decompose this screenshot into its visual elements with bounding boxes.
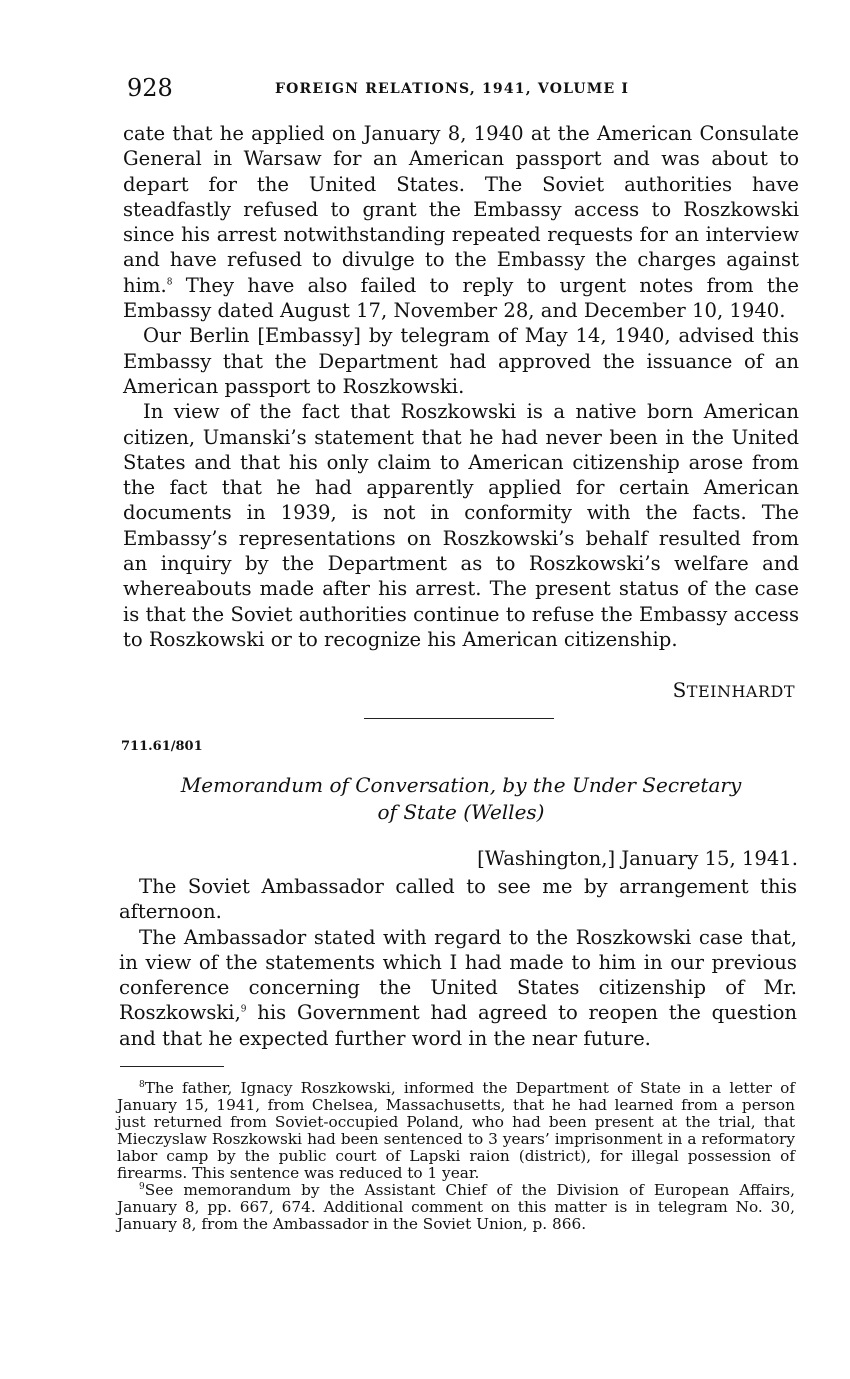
- footnote: [117, 1080, 795, 1182]
- footnote-ref: 8: [166, 277, 173, 288]
- title-line: of State (Welles): [377, 800, 545, 824]
- page-header: [127, 74, 795, 104]
- continued-letter-text: [123, 121, 799, 652]
- paragraph-text: his Government had agreed to reopen the question and that he expected further word in the near future.: [119, 1001, 797, 1050]
- footnote-ref: 9: [240, 1004, 247, 1015]
- paragraph-text: They have also failed to reply to urgent notes from the Embassy dated August 17, November 28, and December 10, 1940.: [123, 273, 799, 323]
- paragraph: In view of the fact that Roszkowski is a native born American citizen, Umanski’s statement that he had never been in the United States and that his only claim to American citizenship arose from the fact that he had apparently applied for certain American documents in 1939, is not in conformity with the facts. The Embassy’s representations on Roszkowski’s behalf resulted from an inquiry by the Department as to Roszkowski’s welfare and whereabouts made after his arrest. The present status of the case is that the Soviet authorities continue to refuse the Embassy access to Roszkowski or to recognize his American citizenship.: [123, 400, 799, 651]
- running-title: FOREIGN RELATIONS, 1941, VOLUME I: [275, 81, 630, 97]
- footnote-text: The father, Ignacy Roszkowski, informed the Department of State in a letter of January 15, 1941, from Chelsea, Massachusetts, that he had learned from a person just returned from Soviet-occupied Poland, who had been present at the trial, that Mieczyslaw Roszkowski had been sentenced to 3 years’ imprisonment in a reformatory labor camp by the public court of Lapski raion (district), for illegal possession of firearms. This sentence was reduced to 1 year.: [117, 1079, 795, 1182]
- paragraph-text: The Ambassador stated with regard to the Roszkowski case that, in view of the statements which I had made to him in our previous conference concerning the United States citizenship of Mr. Roszkowski,: [119, 925, 797, 1025]
- dateline: [Washington,] January 15, 1941.: [477, 847, 798, 870]
- paragraph: [119, 925, 797, 1051]
- footnotes: [117, 1080, 795, 1233]
- footnote-text: See memorandum by the Assistant Chief of the Division of European Affairs, January 8, pp. 667, 674. Additional comment on this matter is in telegram No. 30, January 8, from the Ambassador in the Soviet Union, p. 866.: [117, 1181, 795, 1233]
- file-number: 711.61/801: [121, 739, 203, 754]
- paragraph: [123, 121, 799, 323]
- footnote-divider: [120, 1066, 224, 1067]
- footnote-marker: 8: [139, 1079, 145, 1090]
- title-line: Memorandum of Conversation, by the Under Secretary: [180, 773, 742, 797]
- memorandum-text: [119, 874, 797, 1051]
- paragraph: Our Berlin [Embassy] by telegram of May 14, 1940, advised this Embassy that the Department had approved the issuance of an American passport to Roszkowski.: [123, 324, 799, 398]
- page-number: 928: [127, 74, 173, 102]
- footnote: [117, 1182, 795, 1233]
- paragraph: The Soviet Ambassador called to see me by arrangement this afternoon.: [119, 875, 797, 924]
- section-divider: [364, 718, 554, 719]
- paragraph-text: cate that he applied on January 8, 1940 at the American Consulate General in Warsaw for an American passport and was about to depart for the United States. The Soviet authorities have steadfastly refused to grant the Embassy access to Roszkowski since his arrest notwithstanding repeated requests for an interview and have refused to divulge to the Embassy the charges against him.: [123, 122, 799, 297]
- document-title: [123, 772, 799, 826]
- footnote-marker: 9: [139, 1181, 145, 1192]
- signature: STEINHARDT: [672, 678, 795, 702]
